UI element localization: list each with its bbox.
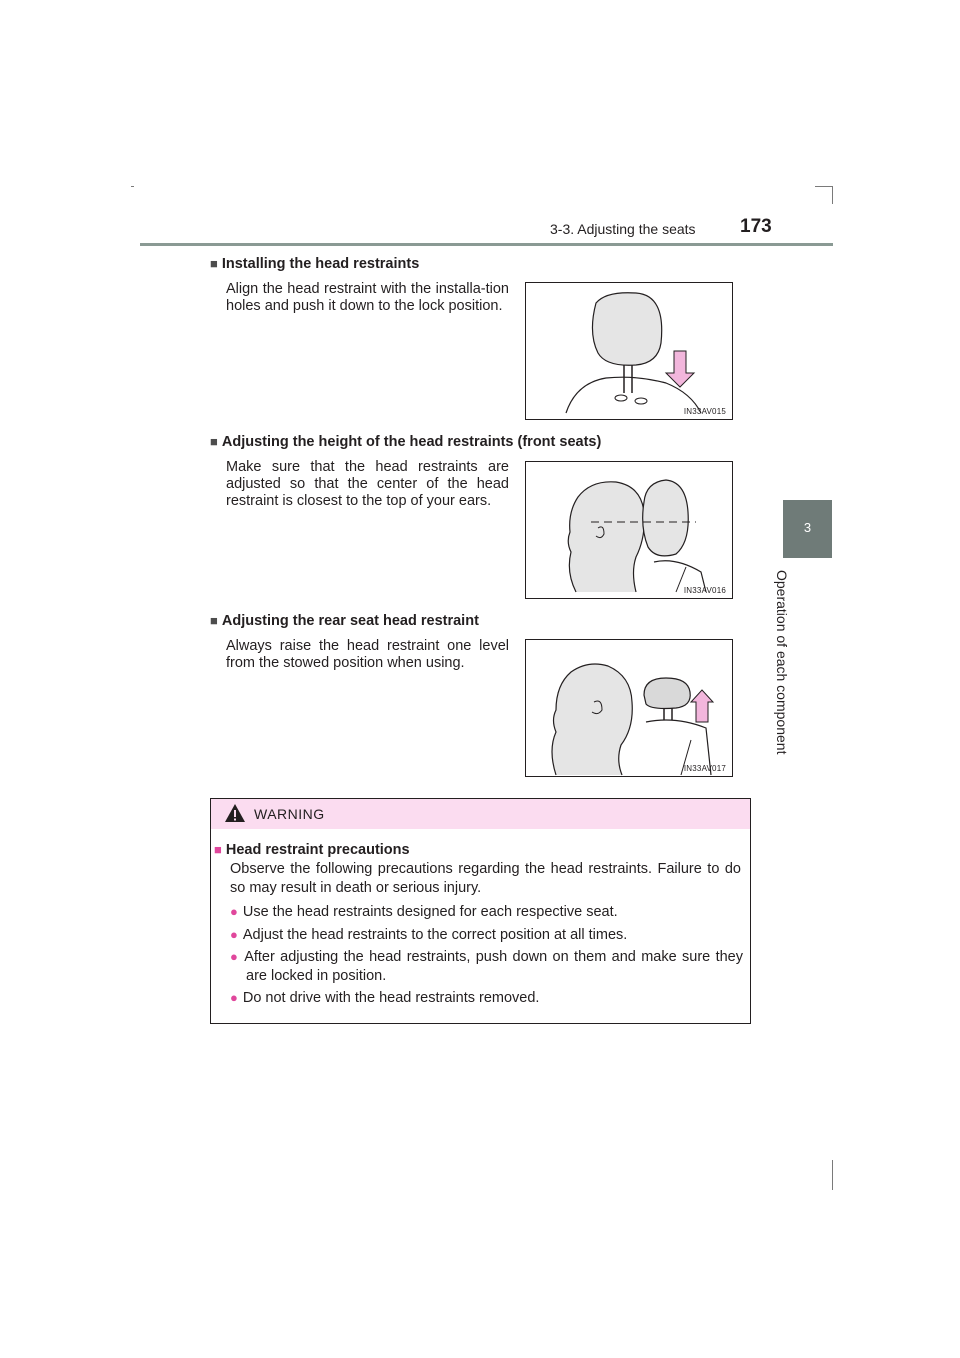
warning-bullet: ● Use the head restraints designed for each respective seat. xyxy=(230,904,618,920)
round-bullet-icon: ● xyxy=(230,904,238,919)
warning-intro: Observe the following precautions regarding the head restraints. Failure to do so may result in death or serious injury. xyxy=(230,861,741,896)
figure-rear-head-restraint xyxy=(525,639,733,777)
figure-code: IN33AV016 xyxy=(683,586,726,595)
figure-head-restraint-height xyxy=(525,461,733,599)
header-rule xyxy=(140,243,833,246)
crop-mark xyxy=(832,1160,833,1190)
warning-title: WARNING xyxy=(254,806,325,822)
head-restraint-height-illustration xyxy=(526,462,732,598)
square-bullet-icon: ■ xyxy=(210,613,218,628)
warning-bullet: ● Adjust the head restraints to the correct position at all times. xyxy=(230,927,628,943)
round-bullet-icon: ● xyxy=(230,990,238,1005)
warning-bullet: ● After adjusting the head restraints, push down on them and make sure they are locked in position. xyxy=(230,949,743,984)
section-text-adjusting-height: Make sure that the head restraints are adjusted so that the center of the head restraint is closest to the top of your ears. xyxy=(226,459,509,509)
warning-bullet: ● Do not drive with the head restraints removed. xyxy=(230,990,540,1006)
section-text-installing: Align the head restraint with the installa-tion holes and push it down to the lock position. xyxy=(226,281,509,314)
head-restraint-install-illustration xyxy=(526,283,732,419)
section-heading-adjusting-height: ■ Adjusting the height of the head restraints (front seats) xyxy=(210,434,602,450)
chapter-number: 3 xyxy=(803,520,812,535)
figure-code: IN33AV015 xyxy=(683,407,726,416)
rear-head-restraint-illustration xyxy=(526,640,732,776)
square-bullet-icon: ■ xyxy=(210,434,218,449)
crop-mark xyxy=(832,186,833,204)
figure-code: IN33AV017 xyxy=(683,764,726,773)
round-bullet-icon: ● xyxy=(230,949,240,964)
section-heading-installing: ■ Installing the head restraints xyxy=(210,256,420,272)
crop-mark xyxy=(131,186,134,187)
figure-installing-head-restraint xyxy=(525,282,733,420)
warning-heading: ■ Head restraint precautions xyxy=(214,842,410,858)
round-bullet-icon: ● xyxy=(230,927,238,942)
page-number: 173 xyxy=(740,216,772,237)
section-heading-rear-seat: ■ Adjusting the rear seat head restraint xyxy=(210,613,479,629)
warning-triangle-icon xyxy=(224,803,246,828)
section-title: 3-3. Adjusting the seats xyxy=(550,221,696,237)
section-text-rear-seat: Always raise the head restraint one level from the stowed position when using. xyxy=(226,638,509,671)
square-bullet-icon: ■ xyxy=(210,256,218,271)
square-bullet-icon: ■ xyxy=(214,842,222,857)
crop-mark xyxy=(815,186,833,187)
